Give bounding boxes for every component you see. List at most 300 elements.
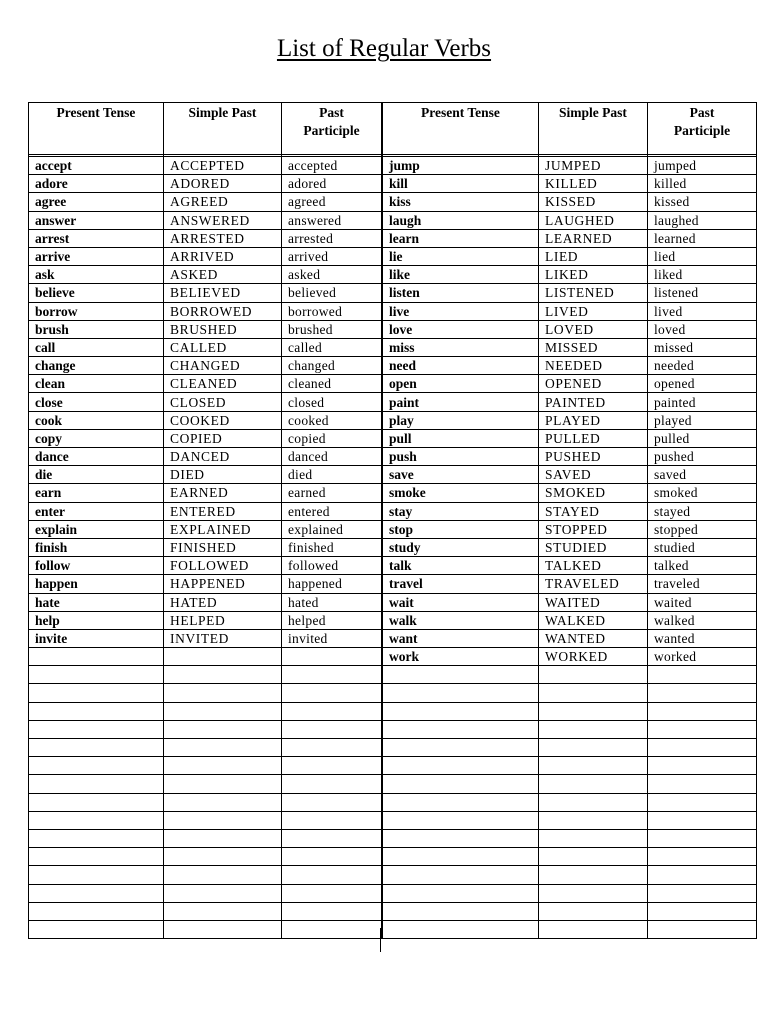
past-participle-cell: walked <box>648 611 757 629</box>
past-participle-cell <box>282 684 382 702</box>
present-tense-cell: play <box>383 411 539 429</box>
past-participle-cell: hated <box>282 593 382 611</box>
simple-past-cell: ADORED <box>164 175 282 193</box>
past-participle-cell <box>282 702 382 720</box>
table-row <box>29 757 382 775</box>
simple-past-cell: STUDIED <box>539 538 648 556</box>
past-participle-cell: adored <box>282 175 382 193</box>
past-participle-cell: stopped <box>648 520 757 538</box>
simple-past-cell: LAUGHED <box>539 211 648 229</box>
simple-past-cell: EXPLAINED <box>164 520 282 538</box>
simple-past-cell: CLEANED <box>164 375 282 393</box>
past-participle-cell: brushed <box>282 320 382 338</box>
table-row <box>29 375 382 393</box>
present-tense-cell: clean <box>29 375 164 393</box>
table-row <box>29 357 382 375</box>
past-participle-cell: copied <box>282 429 382 447</box>
past-participle-cell <box>282 757 382 775</box>
simple-past-cell <box>164 702 282 720</box>
present-tense-cell: arrive <box>29 247 164 265</box>
simple-past-cell: OPENED <box>539 375 648 393</box>
verb-table-right-body <box>383 155 757 939</box>
table-row <box>383 484 757 502</box>
table-row <box>29 538 382 556</box>
present-tense-cell: adore <box>29 175 164 193</box>
present-tense-cell: listen <box>383 284 539 302</box>
past-participle-cell: pushed <box>648 448 757 466</box>
table-row <box>29 302 382 320</box>
table-row <box>383 375 757 393</box>
past-participle-cell: listened <box>648 284 757 302</box>
simple-past-cell <box>164 757 282 775</box>
present-tense-cell <box>29 720 164 738</box>
past-participle-cell <box>282 666 382 684</box>
past-participle-cell: closed <box>282 393 382 411</box>
simple-past-cell: KILLED <box>539 175 648 193</box>
simple-past-cell <box>539 739 648 757</box>
present-tense-cell: hate <box>29 593 164 611</box>
past-participle-cell <box>648 793 757 811</box>
simple-past-cell: ARRIVED <box>164 247 282 265</box>
simple-past-cell: KISSED <box>539 193 648 211</box>
past-participle-cell: needed <box>648 357 757 375</box>
simple-past-cell: COPIED <box>164 429 282 447</box>
past-participle-cell <box>282 775 382 793</box>
present-tense-cell: finish <box>29 538 164 556</box>
present-tense-cell: learn <box>383 229 539 247</box>
simple-past-cell: BORROWED <box>164 302 282 320</box>
present-tense-cell <box>383 684 539 702</box>
present-tense-cell: dance <box>29 448 164 466</box>
simple-past-cell <box>164 793 282 811</box>
present-tense-cell: copy <box>29 429 164 447</box>
present-tense-cell <box>29 866 164 884</box>
past-participle-cell <box>648 757 757 775</box>
simple-past-cell <box>539 829 648 847</box>
header-past-participle-line2: Participle <box>303 123 360 138</box>
simple-past-cell: FINISHED <box>164 538 282 556</box>
table-row <box>383 247 757 265</box>
past-participle-cell: cleaned <box>282 375 382 393</box>
present-tense-cell <box>383 811 539 829</box>
present-tense-cell: wait <box>383 593 539 611</box>
present-tense-cell: stop <box>383 520 539 538</box>
table-row <box>383 920 757 938</box>
past-participle-cell <box>648 902 757 920</box>
table-row <box>383 302 757 320</box>
table-row <box>383 175 757 193</box>
table-row <box>383 466 757 484</box>
present-tense-cell: die <box>29 466 164 484</box>
simple-past-cell <box>164 902 282 920</box>
header-simple-past: Simple Past <box>164 103 282 155</box>
simple-past-cell <box>164 811 282 829</box>
table-row <box>383 866 757 884</box>
simple-past-cell: BRUSHED <box>164 320 282 338</box>
simple-past-cell: LIKED <box>539 266 648 284</box>
table-row <box>29 739 382 757</box>
table-row <box>29 520 382 538</box>
present-tense-cell: follow <box>29 557 164 575</box>
present-tense-cell <box>383 757 539 775</box>
header-present-tense: Present Tense <box>383 103 539 155</box>
table-row <box>29 266 382 284</box>
table-row <box>29 866 382 884</box>
past-participle-cell: loved <box>648 320 757 338</box>
table-row <box>29 157 382 175</box>
past-participle-cell <box>282 920 382 938</box>
table-row <box>383 648 757 666</box>
header-present-tense: Present Tense <box>29 103 164 155</box>
present-tense-cell <box>383 702 539 720</box>
past-participle-cell: agreed <box>282 193 382 211</box>
simple-past-cell <box>539 902 648 920</box>
simple-past-cell: SAVED <box>539 466 648 484</box>
present-tense-cell <box>29 648 164 666</box>
past-participle-cell <box>648 920 757 938</box>
past-participle-cell <box>282 866 382 884</box>
table-row <box>383 284 757 302</box>
past-participle-cell: jumped <box>648 157 757 175</box>
table-row <box>29 629 382 647</box>
past-participle-cell: earned <box>282 484 382 502</box>
past-participle-cell: smoked <box>648 484 757 502</box>
table-row <box>383 520 757 538</box>
simple-past-cell: HAPPENED <box>164 575 282 593</box>
header-row <box>383 103 757 155</box>
past-participle-cell <box>282 648 382 666</box>
present-tense-cell <box>383 739 539 757</box>
past-participle-cell: lived <box>648 302 757 320</box>
present-tense-cell <box>29 920 164 938</box>
present-tense-cell <box>29 848 164 866</box>
table-row <box>29 593 382 611</box>
past-participle-cell: learned <box>648 229 757 247</box>
past-participle-cell: traveled <box>648 575 757 593</box>
present-tense-cell: enter <box>29 502 164 520</box>
table-row <box>383 593 757 611</box>
table-row <box>29 648 382 666</box>
table-row <box>383 702 757 720</box>
past-participle-cell <box>282 902 382 920</box>
simple-past-cell: STOPPED <box>539 520 648 538</box>
past-participle-cell: invited <box>282 629 382 647</box>
present-tense-cell: ask <box>29 266 164 284</box>
table-row <box>29 338 382 356</box>
table-row <box>29 247 382 265</box>
past-participle-cell: cooked <box>282 411 382 429</box>
table-row <box>383 157 757 175</box>
past-participle-cell <box>282 720 382 738</box>
table-row <box>29 575 382 593</box>
present-tense-cell: love <box>383 320 539 338</box>
table-row <box>29 429 382 447</box>
table-row <box>383 338 757 356</box>
past-participle-cell <box>282 884 382 902</box>
simple-past-cell <box>539 884 648 902</box>
simple-past-cell <box>164 866 282 884</box>
present-tense-cell: study <box>383 538 539 556</box>
simple-past-cell: AGREED <box>164 193 282 211</box>
present-tense-cell: agree <box>29 193 164 211</box>
past-participle-cell <box>648 848 757 866</box>
present-tense-cell: miss <box>383 338 539 356</box>
table-row <box>383 902 757 920</box>
past-participle-cell: borrowed <box>282 302 382 320</box>
present-tense-cell: open <box>383 375 539 393</box>
simple-past-cell: MISSED <box>539 338 648 356</box>
present-tense-cell <box>29 811 164 829</box>
simple-past-cell: NEEDED <box>539 357 648 375</box>
past-participle-cell: called <box>282 338 382 356</box>
past-participle-cell: opened <box>648 375 757 393</box>
simple-past-cell: WANTED <box>539 629 648 647</box>
present-tense-cell: jump <box>383 157 539 175</box>
present-tense-cell: stay <box>383 502 539 520</box>
table-row <box>383 666 757 684</box>
table-row <box>29 793 382 811</box>
present-tense-cell: paint <box>383 393 539 411</box>
simple-past-cell <box>164 648 282 666</box>
table-row <box>383 411 757 429</box>
simple-past-cell <box>164 829 282 847</box>
table-row <box>29 720 382 738</box>
past-participle-cell: danced <box>282 448 382 466</box>
simple-past-cell <box>539 702 648 720</box>
simple-past-cell <box>164 920 282 938</box>
past-participle-cell: killed <box>648 175 757 193</box>
header-past-participle <box>648 103 757 155</box>
simple-past-cell: HATED <box>164 593 282 611</box>
table-row <box>383 629 757 647</box>
header-past-participle-line2: Participle <box>673 123 731 138</box>
header-past-participle <box>282 103 382 155</box>
verb-table-right <box>382 102 757 939</box>
present-tense-cell <box>29 739 164 757</box>
past-participle-cell: kissed <box>648 193 757 211</box>
table-row <box>383 739 757 757</box>
table-row <box>383 429 757 447</box>
present-tense-cell <box>29 702 164 720</box>
past-participle-cell: arrested <box>282 229 382 247</box>
simple-past-cell: WORKED <box>539 648 648 666</box>
present-tense-cell <box>383 720 539 738</box>
present-tense-cell: invite <box>29 629 164 647</box>
present-tense-cell: laugh <box>383 211 539 229</box>
past-participle-cell: followed <box>282 557 382 575</box>
simple-past-cell <box>164 666 282 684</box>
present-tense-cell <box>383 902 539 920</box>
past-participle-cell <box>648 775 757 793</box>
table-row <box>29 775 382 793</box>
simple-past-cell: PULLED <box>539 429 648 447</box>
simple-past-cell <box>539 866 648 884</box>
past-participle-cell: saved <box>648 466 757 484</box>
past-participle-cell <box>648 684 757 702</box>
present-tense-cell <box>29 666 164 684</box>
present-tense-cell: live <box>383 302 539 320</box>
past-participle-cell: pulled <box>648 429 757 447</box>
simple-past-cell: INVITED <box>164 629 282 647</box>
simple-past-cell: DANCED <box>164 448 282 466</box>
present-tense-cell: arrest <box>29 229 164 247</box>
present-tense-cell: believe <box>29 284 164 302</box>
past-participle-cell: helped <box>282 611 382 629</box>
past-participle-cell <box>648 666 757 684</box>
table-row <box>383 357 757 375</box>
present-tense-cell <box>29 775 164 793</box>
past-participle-cell: explained <box>282 520 382 538</box>
simple-past-cell: DIED <box>164 466 282 484</box>
past-participle-cell <box>648 866 757 884</box>
past-participle-cell <box>282 829 382 847</box>
past-participle-cell <box>648 829 757 847</box>
table-row <box>383 193 757 211</box>
table-row <box>383 793 757 811</box>
table-row <box>29 466 382 484</box>
table-row <box>29 211 382 229</box>
simple-past-cell <box>164 848 282 866</box>
simple-past-cell <box>164 684 282 702</box>
table-row <box>29 902 382 920</box>
simple-past-cell: TALKED <box>539 557 648 575</box>
simple-past-cell: WALKED <box>539 611 648 629</box>
past-participle-cell <box>648 884 757 902</box>
table-row <box>383 575 757 593</box>
present-tense-cell <box>29 793 164 811</box>
past-participle-cell: lied <box>648 247 757 265</box>
past-participle-cell: worked <box>648 648 757 666</box>
present-tense-cell <box>29 902 164 920</box>
present-tense-cell <box>383 775 539 793</box>
present-tense-cell: change <box>29 357 164 375</box>
past-participle-cell: talked <box>648 557 757 575</box>
simple-past-cell: CALLED <box>164 338 282 356</box>
present-tense-cell: push <box>383 448 539 466</box>
table-row <box>383 211 757 229</box>
present-tense-cell: explain <box>29 520 164 538</box>
table-row <box>29 193 382 211</box>
page-title: List of Regular Verbs <box>276 35 492 62</box>
table-row <box>29 920 382 938</box>
past-participle-cell: entered <box>282 502 382 520</box>
simple-past-cell: CLOSED <box>164 393 282 411</box>
table-row <box>383 848 757 866</box>
simple-past-cell: EARNED <box>164 484 282 502</box>
table-row <box>383 829 757 847</box>
table-row <box>29 884 382 902</box>
table-row <box>29 702 382 720</box>
verb-table-left-body <box>29 155 382 939</box>
table-row <box>29 684 382 702</box>
header-row <box>29 103 382 155</box>
simple-past-cell: WAITED <box>539 593 648 611</box>
past-participle-cell: wanted <box>648 629 757 647</box>
simple-past-cell <box>539 684 648 702</box>
table-row <box>383 557 757 575</box>
table-row <box>29 502 382 520</box>
header-past-participle-line1: Past <box>689 105 715 120</box>
past-participle-cell: finished <box>282 538 382 556</box>
present-tense-cell: close <box>29 393 164 411</box>
simple-past-cell: BELIEVED <box>164 284 282 302</box>
past-participle-cell: asked <box>282 266 382 284</box>
table-row <box>383 448 757 466</box>
table-row <box>29 811 382 829</box>
present-tense-cell <box>29 684 164 702</box>
past-participle-cell: painted <box>648 393 757 411</box>
table-row <box>383 229 757 247</box>
present-tense-cell: want <box>383 629 539 647</box>
simple-past-cell: LIVED <box>539 302 648 320</box>
past-participle-cell: missed <box>648 338 757 356</box>
past-participle-cell: arrived <box>282 247 382 265</box>
simple-past-cell <box>539 811 648 829</box>
simple-past-cell <box>539 848 648 866</box>
table-row <box>29 848 382 866</box>
table-row <box>29 557 382 575</box>
header-past-participle-line1: Past <box>319 105 344 120</box>
simple-past-cell: STAYED <box>539 502 648 520</box>
present-tense-cell <box>383 884 539 902</box>
simple-past-cell <box>539 666 648 684</box>
table-row <box>383 320 757 338</box>
present-tense-cell: call <box>29 338 164 356</box>
simple-past-cell: LOVED <box>539 320 648 338</box>
present-tense-cell: kill <box>383 175 539 193</box>
header-simple-past: Simple Past <box>539 103 648 155</box>
present-tense-cell: pull <box>383 429 539 447</box>
table-row <box>29 229 382 247</box>
past-participle-cell: believed <box>282 284 382 302</box>
past-participle-cell: laughed <box>648 211 757 229</box>
table-row <box>383 884 757 902</box>
past-participle-cell: answered <box>282 211 382 229</box>
table-row <box>29 484 382 502</box>
present-tense-cell <box>383 829 539 847</box>
past-participle-cell: liked <box>648 266 757 284</box>
table-row <box>383 502 757 520</box>
simple-past-cell: LEARNED <box>539 229 648 247</box>
past-participle-cell <box>648 739 757 757</box>
table-row <box>383 393 757 411</box>
table-row <box>29 611 382 629</box>
simple-past-cell: PAINTED <box>539 393 648 411</box>
present-tense-cell <box>29 884 164 902</box>
present-tense-cell <box>29 757 164 775</box>
past-participle-cell <box>282 811 382 829</box>
table-row <box>383 757 757 775</box>
table-row <box>29 175 382 193</box>
simple-past-cell <box>539 720 648 738</box>
present-tense-cell: need <box>383 357 539 375</box>
simple-past-cell: JUMPED <box>539 157 648 175</box>
table-row <box>383 720 757 738</box>
simple-past-cell <box>164 739 282 757</box>
present-tense-cell: work <box>383 648 539 666</box>
table-row <box>29 320 382 338</box>
present-tense-cell: brush <box>29 320 164 338</box>
simple-past-cell <box>164 884 282 902</box>
past-participle-cell <box>648 811 757 829</box>
simple-past-cell: TRAVELED <box>539 575 648 593</box>
verb-table-left <box>28 102 382 939</box>
simple-past-cell: HELPED <box>164 611 282 629</box>
past-participle-cell: changed <box>282 357 382 375</box>
simple-past-cell <box>539 757 648 775</box>
past-participle-cell <box>282 848 382 866</box>
simple-past-cell: ENTERED <box>164 502 282 520</box>
